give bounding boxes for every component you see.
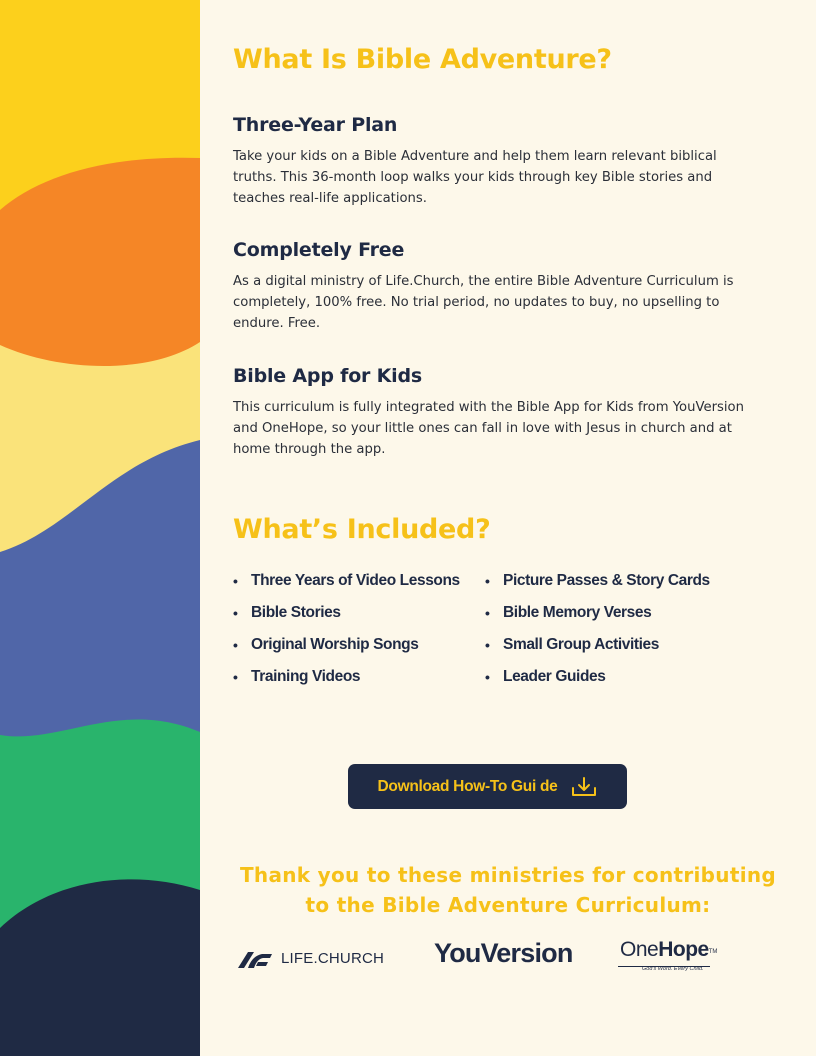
bullet-icon: •	[485, 605, 490, 621]
decorative-wave-sidebar	[0, 0, 200, 1056]
list-item: • Three Years of Video Lessons	[233, 570, 460, 602]
section-heading-bible-app-for-kids: Bible App for Kids	[233, 365, 422, 387]
thanks-message	[200, 860, 816, 920]
bullet-icon: •	[485, 669, 490, 685]
bullet-icon: •	[485, 637, 490, 653]
youversion-logo	[434, 938, 573, 969]
list-item: • Leader Guides	[485, 666, 710, 698]
download-how-to-guide-button[interactable]	[348, 764, 627, 809]
included-list-right	[485, 570, 710, 698]
bullet-icon: •	[485, 573, 490, 589]
bullet-icon: •	[233, 669, 238, 685]
lifechurch-wordmark: LIFE.CHURCH	[281, 949, 385, 967]
list-item: • Bible Memory Verses	[485, 602, 710, 634]
section-body-completely-free: As a digital ministry of Life.Church, the entire Bible Adventure Curriculum is completely, 100% free. No trial period, no updates to buy, no upselling to endure. Free.	[233, 274, 734, 331]
thanks-line-1: Thank you to these ministries for contributing	[239, 863, 777, 887]
onehope-tagline: God's Word. Every Child.	[642, 966, 704, 972]
download-icon	[571, 776, 597, 798]
youversion-wordmark: YouVersion	[434, 938, 573, 968]
about-title: What Is Bible Adventure?	[233, 44, 612, 75]
lifechurch-logo	[236, 946, 384, 970]
onehope-wordmark-one: One	[620, 938, 659, 961]
thanks-line-2: to the Bible Adventure Curriculum:	[305, 893, 711, 917]
onehope-wordmark-hope: Hope	[658, 938, 709, 961]
list-item: • Bible Stories	[233, 602, 460, 634]
bullet-icon: •	[233, 573, 238, 589]
list-item: • Picture Passes & Story Cards	[485, 570, 710, 602]
section-body-bible-app-for-kids: This curriculum is fully integrated with the Bible App for Kids from YouVersion and OneHope, so your little ones can fall in love with Jesus in church and at home through the app.	[233, 400, 744, 457]
band-navy	[0, 879, 200, 1056]
section-heading-completely-free: Completely Free	[233, 239, 405, 261]
bullet-icon: •	[233, 605, 238, 621]
included-title: What’s Included?	[233, 514, 491, 545]
section-heading-three-year-plan: Three-Year Plan	[233, 114, 398, 136]
list-item: • Original Worship Songs	[233, 634, 460, 666]
download-button-label: Download How-To Gui de	[377, 777, 558, 795]
included-list-left	[233, 570, 460, 698]
list-item: • Training Videos	[233, 666, 460, 698]
bullet-icon: •	[233, 637, 238, 653]
onehope-trademark: TM	[708, 949, 718, 955]
onehope-logo	[614, 936, 754, 976]
lifechurch-mark-icon	[236, 946, 274, 970]
section-body-three-year-plan: Take your kids on a Bible Adventure and help them learn relevant biblical truths. This 36-month loop walks your kids through key Bible stories and teaches real-life applications.	[233, 149, 717, 206]
list-item: • Small Group Activities	[485, 634, 710, 666]
